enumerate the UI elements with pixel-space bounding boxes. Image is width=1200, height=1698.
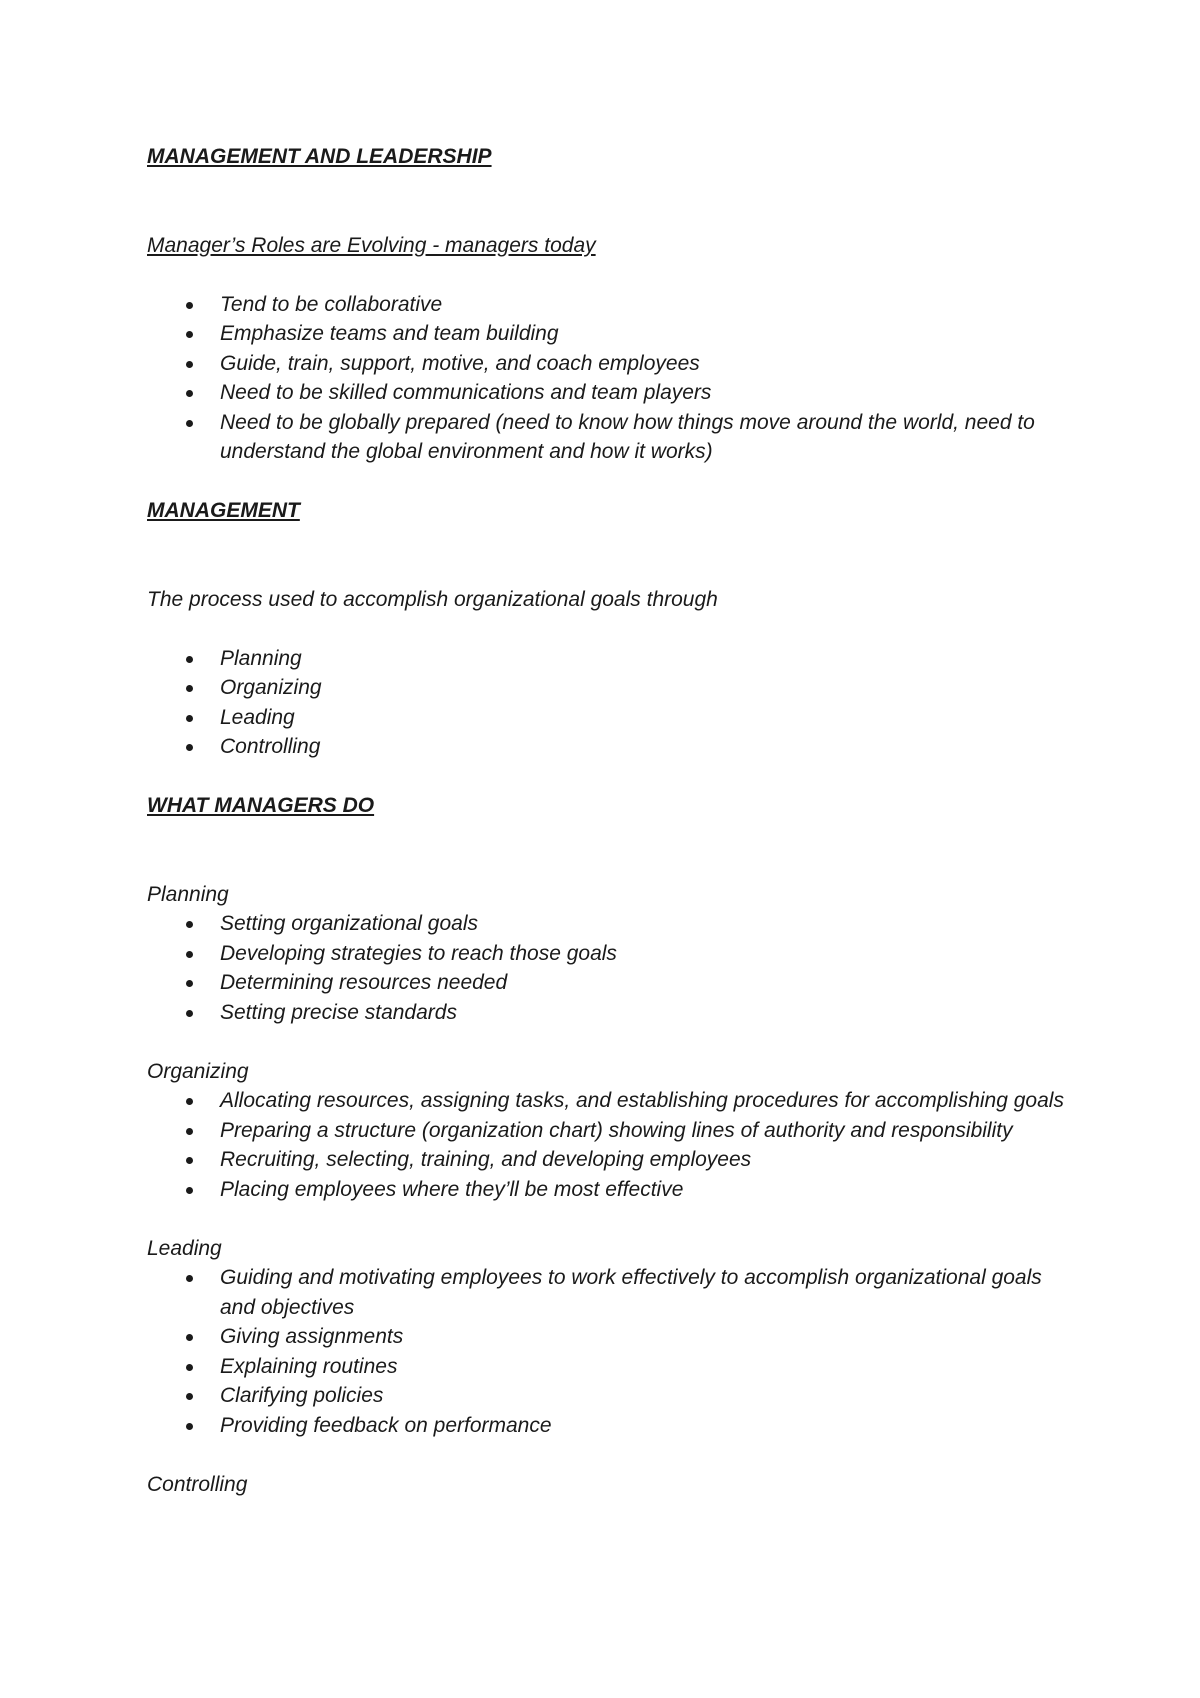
- spacer: [147, 762, 1067, 792]
- leading-label: Leading: [147, 1236, 222, 1260]
- list-item: Explaining routines: [147, 1352, 1067, 1382]
- list-item: Guiding and motivating employees to work effectively to accomplish organizational goals and objectives: [147, 1263, 1067, 1322]
- roles-list: [147, 290, 1067, 467]
- controlling-label: Controlling: [147, 1472, 248, 1496]
- leading-list: [147, 1263, 1067, 1440]
- list-item: Setting precise standards: [147, 998, 1067, 1028]
- planning-label: Planning: [147, 882, 229, 906]
- spacer: [147, 1204, 1067, 1234]
- list-item: Determining resources needed: [147, 968, 1067, 998]
- organizing-list: [147, 1086, 1067, 1204]
- list-item: Placing employees where they’ll be most effective: [147, 1175, 1067, 1205]
- list-item: Developing strategies to reach those goals: [147, 939, 1067, 969]
- organizing-label: Organizing: [147, 1059, 249, 1083]
- list-item: Need to be globally prepared (need to know how things move around the world, need to understand the global environment and how it works): [147, 408, 1067, 467]
- list-item: Preparing a structure (organization chart) showing lines of authority and responsibility: [147, 1116, 1067, 1146]
- list-item: Allocating resources, assigning tasks, and establishing procedures for accomplishing goals: [147, 1086, 1067, 1116]
- management-list: [147, 644, 1067, 762]
- spacer: [147, 1027, 1067, 1057]
- list-item: Organizing: [147, 673, 1067, 703]
- list-item: Setting organizational goals: [147, 909, 1067, 939]
- spacer: [147, 172, 1067, 231]
- list-item: Planning: [147, 644, 1067, 674]
- list-item: Need to be skilled communications and team players: [147, 378, 1067, 408]
- spacer: [147, 526, 1067, 585]
- spacer: [147, 260, 1067, 290]
- management-intro: The process used to accomplish organizational goals through: [147, 587, 718, 611]
- roles-subheading: Manager’s Roles are Evolving - managers today: [147, 233, 596, 257]
- list-item: Guide, train, support, motive, and coach employees: [147, 349, 1067, 379]
- spacer: [147, 614, 1067, 644]
- list-item: Recruiting, selecting, training, and developing employees: [147, 1145, 1067, 1175]
- document-page: [147, 142, 1067, 1499]
- spacer: [147, 821, 1067, 880]
- spacer: [147, 467, 1067, 497]
- list-item: Emphasize teams and team building: [147, 319, 1067, 349]
- list-item: Clarifying policies: [147, 1381, 1067, 1411]
- planning-list: [147, 909, 1067, 1027]
- document-title: MANAGEMENT AND LEADERSHIP: [147, 145, 492, 168]
- what-managers-do-heading: WHAT MANAGERS DO: [147, 794, 375, 817]
- management-heading: MANAGEMENT: [147, 499, 300, 522]
- list-item: Giving assignments: [147, 1322, 1067, 1352]
- list-item: Providing feedback on performance: [147, 1411, 1067, 1441]
- list-item: Leading: [147, 703, 1067, 733]
- list-item: Controlling: [147, 732, 1067, 762]
- spacer: [147, 1440, 1067, 1470]
- list-item: Tend to be collaborative: [147, 290, 1067, 320]
